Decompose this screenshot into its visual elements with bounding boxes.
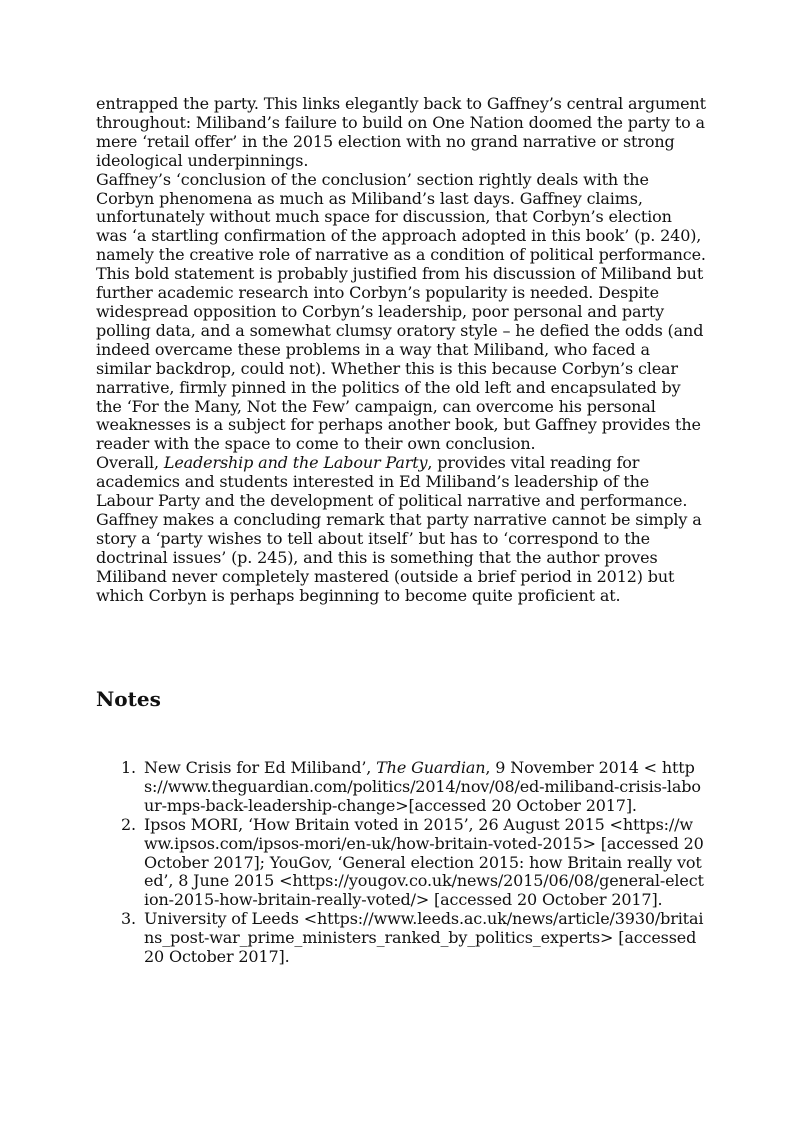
body-paragraph-3	[96, 454, 706, 605]
document-page	[96, 94, 706, 967]
publication-title: The Guardian	[376, 758, 486, 777]
note-number: 2.	[121, 814, 136, 834]
paragraph-3-start: Overall,	[96, 453, 164, 473]
note-text	[144, 759, 706, 816]
paragraph-3-rest: , provides vital reading for academics and students interested in Ed Miliband’s leadership of the Labour Party and the development of political narrative and performance. Gaffney makes a concluding remark that party narrative cannot be simply a story a ‘party wishes to tell about itself’ but has to ‘correspond to the doctrinal issues’ (p. 245), and this is something that the author proves Miliband never completely mastered (outside a brief period in 2012) but which Corbyn is perhaps beginning to become quite proficient at.	[96, 453, 702, 605]
note-1-rest: , 9 November 2014 < https://www.theguardian.com/politics/2014/nov/08/ed-miliband-crisis-labour-mps-back-leadership-change>[accessed 20 October 2017].	[144, 758, 701, 815]
body-paragraph-2: Gaffney’s ‘conclusion of the conclusion’ section rightly deals with the Corbyn phenomena as much as Miliband’s last days. Gaffney claims, unfortunately without much space for discussion, that Corbyn’s election was ‘a startling confirmation of the approach adopted in this book’ (p. 240), namely the creative role of narrative as a condition of political performance. This bold statement is probably justified from his discussion of Miliband but further academic research into Corbyn’s popularity is needed. Despite widespread opposition to Corbyn’s leadership, poor personal and party polling data, and a somewhat clumsy oratory style – he defied the odds (and indeed overcame these problems in a way that Miliband, who faced a similar backdrop, could not). Whether this is this because Corbyn’s clear narrative, firmly pinned in the politics of the old left and encapsulated by the ‘For the Many, Not the Few’ campaign, can overcome his personal weaknesses is a subject for perhaps another book, but Gaffney provides the reader with the space to come to their own conclusion.	[96, 169, 706, 454]
note-text: University of Leeds <https://www.leeds.ac.uk/news/article/3930/britains_post-war_prime_ministers_ranked_by_politics_experts> [accessed 20 October 2017].	[144, 909, 704, 967]
notes-list	[96, 759, 706, 967]
note-1-start: New Crisis for Ed Miliband’,	[144, 758, 377, 777]
notes-heading: Notes	[96, 687, 161, 711]
note-text: Ipsos MORI, ‘How Britain voted in 2015’, 26 August 2015 <https://www.ipsos.com/ipsos-mori/en-uk/how-britain-voted-2015> [accessed 20 October 2017]; YouGov, ‘General election 2015: how Britain really voted’, 8 June 2015 <https://yougov.co.uk/news/2015/06/08/general-election-2015-how-britain-really-voted/> [accessed 20 October 2017].	[144, 814, 704, 910]
note-number: 1.	[121, 758, 136, 777]
note-number: 3.	[121, 909, 136, 929]
note-item-3	[96, 910, 706, 967]
body-paragraph-1: entrapped the party. This links elegantly back to Gaffney’s central argument throughout: Miliband’s failure to build on One Nation doomed the party to a mere ‘retail offer’ in the 2015 election with no grand narrative or strong ideological underpinnings.	[96, 94, 706, 170]
book-title: Leadership and the Labour Party	[163, 453, 428, 473]
note-item-2	[96, 816, 706, 911]
note-item-1	[96, 759, 706, 816]
